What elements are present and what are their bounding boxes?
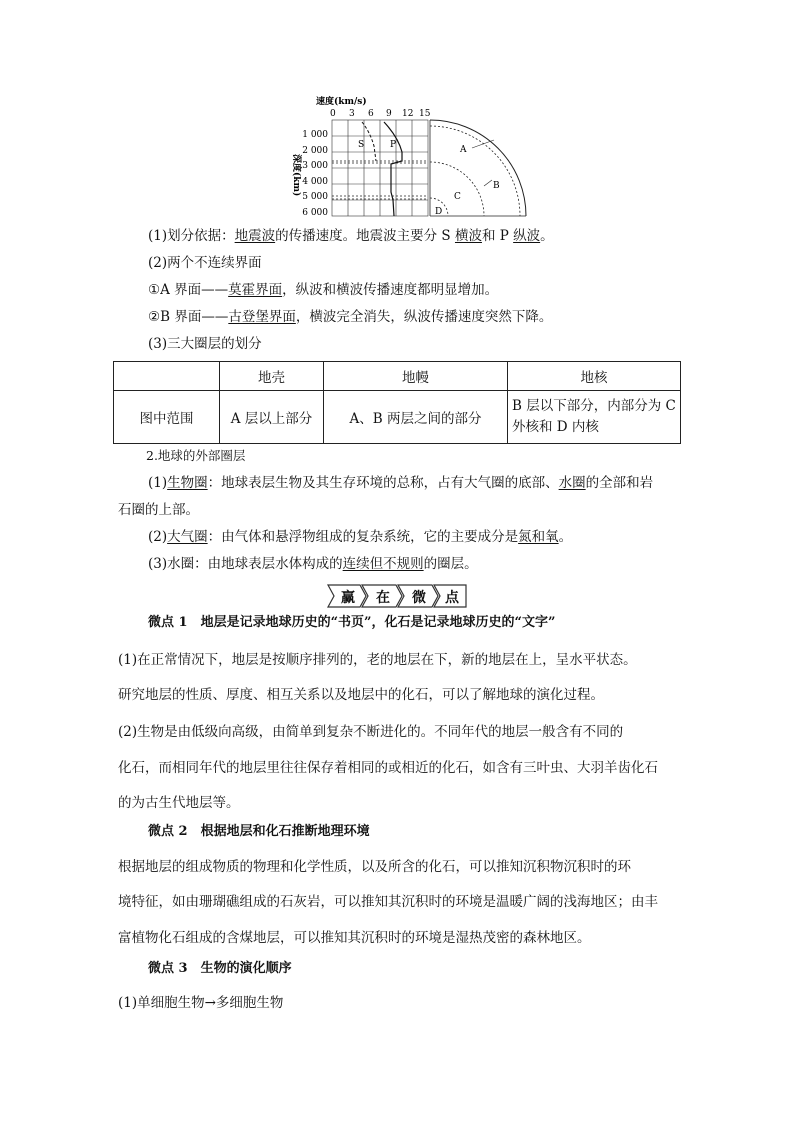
keyword: 水圈 — [558, 475, 586, 491]
speed-tick: 15 — [419, 109, 431, 119]
keyword: 古登堡界面 — [228, 309, 296, 325]
text: 和 P — [481, 228, 514, 244]
point-3-title: 微点 3 生物的演化顺序 — [148, 961, 292, 976]
point-1-para-1-cont: 研究地层的性质、厚度、相互关系以及地层中的化石，可以了解地球的演化过程。 — [118, 687, 604, 703]
depth-tick: 2 000 — [302, 146, 328, 156]
text: ①A 界面—— — [148, 282, 229, 298]
point-1-title: 微点 1 地层是记录地球历史的“书页”，化石是记录地球历史的“文字” — [148, 615, 556, 630]
two-boundaries-heading: (2)两个不连续界面 — [148, 255, 262, 271]
layers-table — [113, 361, 681, 444]
atmosphere-line — [148, 527, 572, 547]
depth-tick: 4 000 — [302, 177, 328, 187]
depth-tick: 1 000 — [302, 130, 328, 140]
table-header-row — [114, 362, 681, 391]
text: ，横波完全消失，纵波传播速度突然下降。 — [295, 309, 553, 325]
grid — [332, 120, 428, 216]
speed-tick: 6 — [368, 109, 374, 119]
keyword: 横波 — [454, 228, 482, 244]
keyword: 氮和氧 — [518, 529, 559, 545]
biosphere-line-cont: 石圈的上部。 — [118, 502, 199, 518]
keyword: 纵波 — [513, 228, 541, 244]
layer-a-label: A — [460, 145, 467, 155]
section-2-title: 2.地球的外部圈层 — [146, 448, 246, 463]
table-row — [114, 391, 681, 444]
text: (3)水圈：由地球表层水体构成的 — [148, 556, 343, 572]
point-2-para-cont: 境特征，如由珊瑚礁组成的石灰岩，可以推知其沉积时的环境是温暖广阔的浅海地区；由丰 — [118, 894, 658, 910]
text: ：由气体和悬浮物组成的复杂系统，它的主要成分是 — [207, 529, 519, 545]
text: (2) — [148, 529, 168, 545]
a-boundary-line — [148, 280, 498, 300]
table-row-label: 图中范围 — [114, 391, 220, 444]
text: 。 — [540, 228, 554, 244]
keyword: 生物圈 — [167, 475, 208, 491]
table-cell: A、B 两层之间的部分 — [324, 391, 508, 444]
point-1-para-2-cont: 化石，而相同年代的地层里往往保存着相同的或相近的化石，如含有三叶虫、大羽羊齿化石 — [118, 760, 658, 776]
banner-char: 在 — [376, 590, 390, 606]
keyword: 大气圈 — [167, 529, 208, 545]
text: ：地球表层生物及其生存环境的总称，占有大气圈的底部、 — [207, 475, 559, 491]
text: 。 — [558, 529, 573, 545]
biosphere-line — [148, 473, 653, 493]
text: (1) — [148, 475, 168, 491]
speed-tick: 3 — [349, 109, 355, 119]
text: ，纵波和横波传播速度都明显增加。 — [282, 282, 499, 298]
text: 的传播速度。地震波主要分 S — [275, 228, 455, 244]
division-basis-line — [148, 226, 554, 246]
table-header-cell: 地核 — [508, 362, 681, 391]
text: ②B 界面—— — [148, 309, 229, 325]
point-1-para-2-end: 的为古生代地层等。 — [118, 795, 240, 811]
seismic-wave-figure — [280, 92, 540, 222]
layer-d-label: D — [435, 207, 443, 217]
point-2-title: 微点 2 根据地层和化石推断地理环境 — [148, 824, 370, 839]
table-cell: B 层以下部分，内部分为 C 外核和 D 内核 — [508, 391, 681, 444]
speed-tick: 0 — [330, 109, 336, 119]
point-2-para-end: 富植物化石组成的含煤地层，可以推知其沉积时的环境是湿热茂密的森林地区。 — [118, 930, 591, 946]
table-header-cell: 地幔 — [324, 362, 508, 391]
text: 的全部和岩 — [585, 475, 654, 491]
text: 的圈层。 — [423, 556, 478, 572]
hydrosphere-line — [148, 554, 478, 574]
table-header-cell: 地壳 — [220, 362, 324, 391]
b-boundary-line — [148, 307, 552, 327]
three-layers-heading: (3)三大圈层的划分 — [148, 336, 262, 352]
section-banner — [326, 583, 470, 609]
keyword: 地震波 — [234, 228, 276, 244]
s-wave-label: S — [358, 140, 365, 150]
speed-axis-label: 速度(km/s) — [316, 97, 367, 107]
depth-tick: 5 000 — [302, 192, 328, 202]
depth-axis-label: 深度(km) — [291, 154, 301, 197]
speed-tick: 12 — [402, 109, 414, 119]
p-wave-label: P — [390, 140, 397, 150]
layer-c-label: C — [454, 192, 461, 202]
speed-ticks — [330, 109, 431, 119]
text: (1)划分依据： — [148, 228, 235, 244]
table-header-cell — [114, 362, 220, 391]
depth-ticks — [302, 130, 328, 218]
banner-char: 点 — [445, 590, 459, 606]
point-1-para-1: (1)在正常情况下，地层是按顺序排列的，老的地层在下，新的地层在上，呈水平状态。 — [118, 652, 637, 668]
depth-tick: 6 000 — [302, 208, 328, 218]
layer-b-label: B — [493, 181, 500, 191]
table-cell: A 层以上部分 — [220, 391, 324, 444]
point-2-para: 根据地层的组成物质的物理和化学性质，以及所含的化石，可以推知沉积物沉积时的环 — [118, 859, 631, 875]
banner-char: 赢 — [341, 590, 355, 606]
keyword: 连续但不规则 — [342, 556, 424, 572]
banner-char: 微 — [412, 590, 426, 606]
point-3-para: (1)单细胞生物→多细胞生物 — [118, 995, 284, 1011]
point-1-para-2: (2)生物是由低级向高级，由简单到复杂不断进化的。不同年代的地层一般含有不同的 — [118, 724, 624, 740]
speed-tick: 9 — [386, 109, 392, 119]
depth-tick: 3 000 — [302, 161, 328, 171]
keyword: 莫霍界面 — [228, 282, 283, 298]
